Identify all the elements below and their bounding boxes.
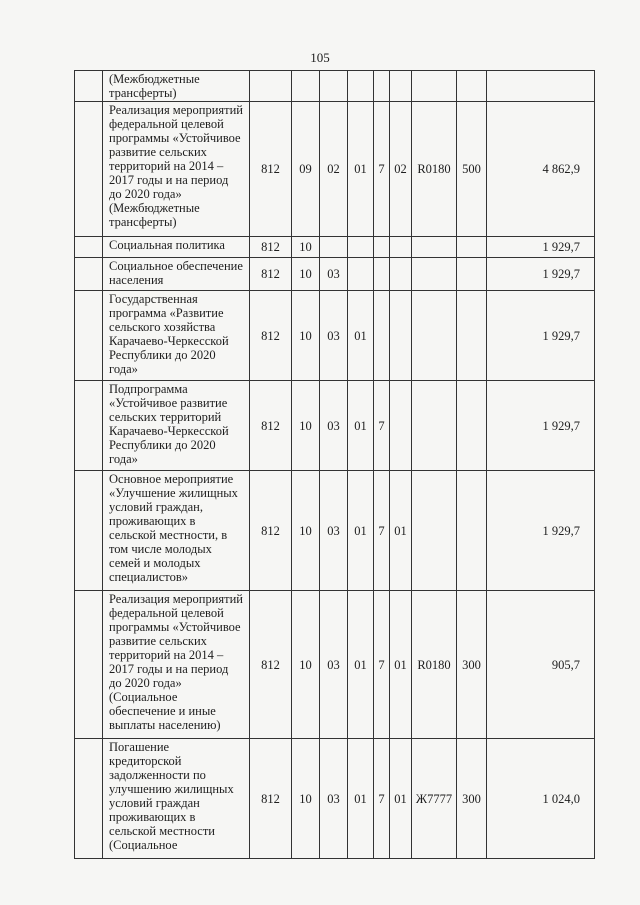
ministry-code	[250, 71, 292, 102]
row-number-cell	[75, 258, 103, 291]
subsection-code: 03	[320, 291, 348, 381]
target-code	[412, 71, 457, 102]
table-row	[75, 291, 595, 381]
subprogram-code: 7	[374, 471, 390, 591]
expense-type-code	[457, 381, 487, 471]
ministry-code: 812	[250, 739, 292, 859]
budget-table	[74, 70, 595, 859]
program-code: 01	[348, 591, 374, 739]
target-code	[412, 291, 457, 381]
section-code: 10	[292, 591, 320, 739]
program-code: 01	[348, 471, 374, 591]
item-name: Социальная политика	[103, 237, 250, 258]
program-code: 01	[348, 739, 374, 859]
amount: 1 929,7	[487, 471, 595, 591]
target-code: R0180	[412, 102, 457, 237]
program-code: 01	[348, 291, 374, 381]
row-number-cell	[75, 591, 103, 739]
target-code: R0180	[412, 591, 457, 739]
section-code: 09	[292, 102, 320, 237]
section-code: 10	[292, 291, 320, 381]
amount: 1 929,7	[487, 237, 595, 258]
subprogram-code: 7	[374, 381, 390, 471]
section-code: 10	[292, 471, 320, 591]
target-code	[412, 471, 457, 591]
table-row	[75, 102, 595, 237]
ministry-code: 812	[250, 102, 292, 237]
expense-type-code	[457, 291, 487, 381]
program-code	[348, 237, 374, 258]
expense-type-code	[457, 237, 487, 258]
subprogram-code	[374, 237, 390, 258]
program-code	[348, 71, 374, 102]
subprogram-code	[374, 71, 390, 102]
section-code: 10	[292, 258, 320, 291]
subprogram-code: 7	[374, 102, 390, 237]
section-code: 10	[292, 381, 320, 471]
item-name: Погашение кредиторской задолженности по улучшению жилищных условий граждан проживающих в сельской местности (Социальное	[103, 739, 250, 859]
subprogram-code	[374, 291, 390, 381]
row-number-cell	[75, 237, 103, 258]
subprogram-code	[374, 258, 390, 291]
amount: 1 929,7	[487, 291, 595, 381]
amount	[487, 71, 595, 102]
expense-type-code	[457, 471, 487, 591]
event-code	[390, 258, 412, 291]
section-code: 10	[292, 237, 320, 258]
target-code	[412, 237, 457, 258]
item-name: (Межбюджетные трансферты)	[103, 71, 250, 102]
table-row	[75, 471, 595, 591]
program-code	[348, 258, 374, 291]
expense-type-code	[457, 258, 487, 291]
amount: 4 862,9	[487, 102, 595, 237]
table-row	[75, 71, 595, 102]
target-code: Ж7777	[412, 739, 457, 859]
item-name: Социальное обеспечение населения	[103, 258, 250, 291]
program-code: 01	[348, 381, 374, 471]
table-row	[75, 591, 595, 739]
event-code: 02	[390, 102, 412, 237]
section-code: 10	[292, 739, 320, 859]
row-number-cell	[75, 471, 103, 591]
table-row	[75, 381, 595, 471]
target-code	[412, 381, 457, 471]
table-row	[75, 739, 595, 859]
subsection-code: 03	[320, 471, 348, 591]
subsection-code: 03	[320, 739, 348, 859]
amount: 1 024,0	[487, 739, 595, 859]
subsection-code: 03	[320, 381, 348, 471]
ministry-code: 812	[250, 381, 292, 471]
event-code	[390, 381, 412, 471]
amount: 905,7	[487, 591, 595, 739]
subsection-code: 03	[320, 591, 348, 739]
item-name: Государственная программа «Развитие сельского хозяйства Карачаево-Черкесской Республики до 2020 года»	[103, 291, 250, 381]
subsection-code: 02	[320, 102, 348, 237]
item-name: Основное мероприятие «Улучшение жилищных условий граждан, проживающих в сельской местности, в том числе молодых семей и молодых специалистов»	[103, 471, 250, 591]
amount: 1 929,7	[487, 258, 595, 291]
subprogram-code: 7	[374, 739, 390, 859]
amount: 1 929,7	[487, 381, 595, 471]
event-code	[390, 291, 412, 381]
item-name: Реализация мероприятий федеральной целевой программы «Устойчивое развитие сельских территорий на 2014 – 2017 годы и на период до 2020 года» (Межбюджетные трансферты)	[103, 102, 250, 237]
program-code: 01	[348, 102, 374, 237]
page-number: 105	[310, 50, 330, 65]
subsection-code	[320, 71, 348, 102]
item-name: Подпрограмма «Устойчивое развитие сельских территорий Карачаево-Черкесской Республики до 2020 года»	[103, 381, 250, 471]
row-number-cell	[75, 102, 103, 237]
table-row	[75, 237, 595, 258]
ministry-code: 812	[250, 237, 292, 258]
section-code	[292, 71, 320, 102]
ministry-code: 812	[250, 591, 292, 739]
event-code	[390, 237, 412, 258]
target-code	[412, 258, 457, 291]
ministry-code: 812	[250, 291, 292, 381]
subprogram-code: 7	[374, 591, 390, 739]
expense-type-code: 500	[457, 102, 487, 237]
ministry-code: 812	[250, 258, 292, 291]
subsection-code: 03	[320, 258, 348, 291]
event-code: 01	[390, 739, 412, 859]
row-number-cell	[75, 291, 103, 381]
expense-type-code	[457, 71, 487, 102]
expense-type-code: 300	[457, 739, 487, 859]
table-row	[75, 258, 595, 291]
item-name: Реализация мероприятий федеральной целевой программы «Устойчивое развитие сельских территорий на 2014 – 2017 годы и на период до 2020 года» (Социальное обеспечение и иные выплаты населению)	[103, 591, 250, 739]
row-number-cell	[75, 739, 103, 859]
expense-type-code: 300	[457, 591, 487, 739]
ministry-code: 812	[250, 471, 292, 591]
event-code	[390, 71, 412, 102]
subsection-code	[320, 237, 348, 258]
event-code: 01	[390, 471, 412, 591]
row-number-cell	[75, 381, 103, 471]
event-code: 01	[390, 591, 412, 739]
row-number-cell	[75, 71, 103, 102]
